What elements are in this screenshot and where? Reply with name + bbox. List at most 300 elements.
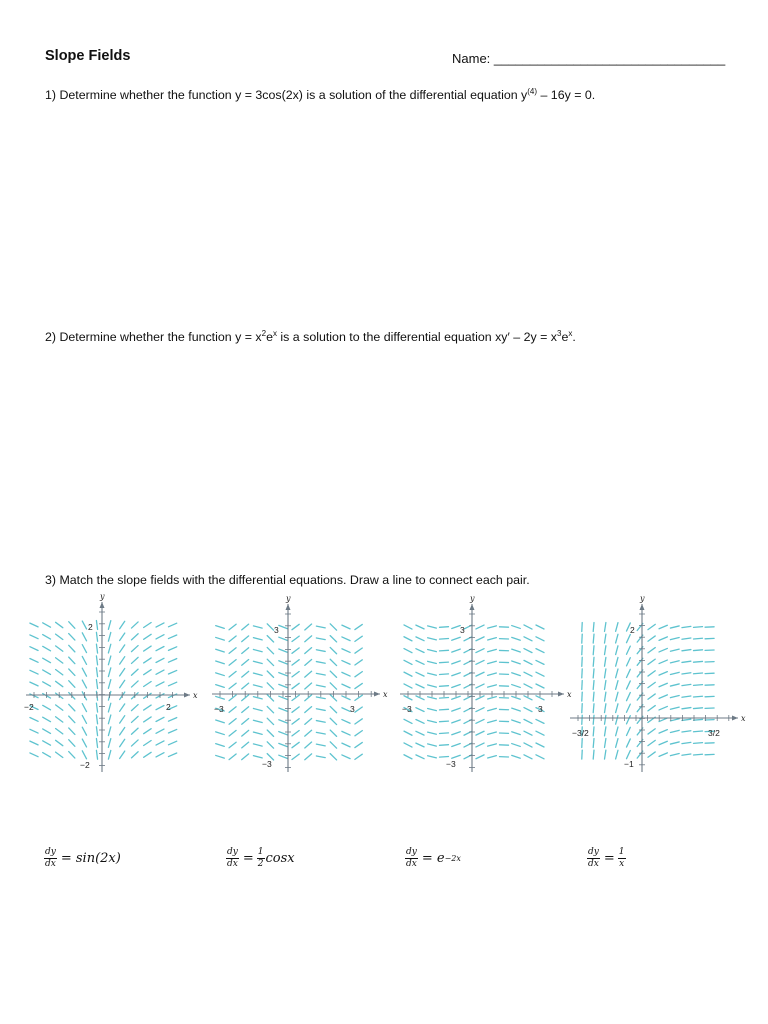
x-axis-label: x: [567, 690, 572, 699]
equation-1-derivative: $\frac{dy}{dx}$: [45, 847, 56, 869]
slope-segment: [342, 755, 350, 759]
slope-segment: [682, 742, 691, 743]
slope-segment: [605, 646, 606, 655]
slope-segment: [69, 716, 75, 723]
slope-segment: [144, 717, 151, 722]
tick-label-top: 3: [274, 625, 279, 635]
slope-segment: [355, 707, 362, 712]
name-field-label[interactable]: Name: ________________________________: [452, 51, 726, 66]
slope-segment: [416, 731, 424, 735]
slope-segments: [30, 621, 177, 760]
slope-segment: [96, 656, 97, 665]
slope-segment: [144, 634, 151, 639]
slope-segment: [144, 646, 151, 651]
question-1-text: 1) Determine whether the function y = 3cos(2x) is a solution of the differential equation y: [45, 88, 528, 102]
slope-segment: [440, 627, 449, 628]
slope-segment: [670, 742, 679, 744]
slope-segment: [82, 680, 86, 688]
equation-2-derivative: $\frac{dy}{dx}$: [227, 847, 238, 869]
slope-segment: [648, 659, 655, 664]
slope-segment: [616, 727, 618, 736]
slope-segment: [56, 729, 63, 734]
slope-segment: [670, 672, 679, 674]
slope-segment: [108, 680, 110, 689]
slope-segment: [168, 718, 176, 722]
slope-segment: [488, 744, 497, 746]
slope-segment: [330, 742, 336, 748]
question-2-text: 2) Determine whether the function y = x: [45, 330, 262, 344]
slope-segment: [156, 670, 164, 674]
slope-segment: [682, 696, 691, 697]
slope-segment: [536, 743, 544, 747]
slope-segment: [43, 729, 51, 733]
slope-segment: [476, 719, 484, 723]
slope-segment: [342, 672, 350, 676]
slope-segment: [229, 624, 236, 630]
slope-segment: [428, 697, 437, 699]
slope-segment: [488, 756, 497, 758]
slope-segment: [694, 673, 703, 674]
slope-segment: [96, 750, 97, 759]
tick-label-right: 3/2: [708, 728, 720, 738]
slope-segment: [292, 754, 299, 759]
slope-segment: [524, 743, 532, 747]
slope-segment: [452, 744, 460, 747]
slope-segment: [156, 706, 164, 710]
slope-segment: [267, 624, 273, 630]
slope-segment: [131, 716, 138, 722]
slope-segment: [627, 669, 631, 677]
slope-segment: [627, 751, 631, 759]
question-2-sup-4: x: [568, 329, 573, 338]
slope-field-a: [24, 592, 200, 776]
slope-segment: [536, 755, 544, 759]
slope-segment: [216, 720, 225, 723]
slope-segment: [670, 730, 679, 732]
slope-segment: [355, 731, 362, 736]
slope-segment: [292, 707, 299, 712]
slope-segment: [316, 662, 325, 664]
slope-segment: [593, 634, 594, 643]
slope-segment: [242, 707, 249, 713]
slope-segment: [131, 622, 138, 628]
slope-segment: [524, 684, 532, 688]
slope-segment: [96, 621, 97, 630]
y-axis-label: y: [286, 594, 291, 603]
x-axis-arrow: [184, 693, 190, 698]
slope-segment: [108, 750, 110, 759]
slope-segment: [593, 739, 594, 748]
slope-segment: [616, 669, 618, 678]
slope-segment: [108, 621, 110, 630]
slope-segment: [120, 739, 125, 746]
slope-segment: [355, 719, 362, 724]
slope-segment: [404, 731, 412, 735]
slope-segment: [404, 743, 412, 747]
slope-segment: [342, 708, 350, 712]
slope-segment: [316, 650, 325, 652]
equation-4-derivative: $\frac{dy}{dx}$: [588, 847, 599, 869]
slope-segment: [605, 634, 606, 643]
slope-segment: [56, 670, 63, 675]
slope-segment: [69, 740, 75, 747]
slope-segment: [30, 729, 38, 733]
slope-segment: [30, 741, 38, 745]
slope-segment: [168, 682, 176, 686]
slope-segment: [605, 681, 606, 690]
slope-segment: [627, 635, 631, 643]
slope-segment: [267, 718, 273, 724]
slope-segment: [488, 626, 497, 628]
slope-segment: [355, 683, 362, 688]
x-axis-arrow: [374, 692, 380, 697]
slope-segment: [131, 657, 138, 663]
slope-segment: [292, 636, 299, 641]
slope-segment: [120, 657, 125, 664]
slope-segment: [648, 694, 655, 699]
slope-segment: [229, 636, 236, 642]
slope-segment: [316, 744, 325, 746]
slope-segment: [476, 731, 484, 735]
slope-segment: [404, 755, 412, 759]
slope-segment: [616, 623, 618, 632]
slope-segment: [30, 753, 38, 757]
slope-segment: [82, 645, 86, 653]
slope-segment: [416, 708, 424, 712]
equation-1: [44, 848, 121, 869]
slope-segment: [404, 625, 412, 629]
slope-segment: [659, 637, 667, 640]
slope-segment: [670, 626, 679, 628]
slope-segment: [404, 660, 412, 664]
y-axis-arrow: [470, 604, 475, 610]
slope-segment: [524, 755, 532, 759]
slope-segment: [253, 708, 262, 710]
slope-segment: [168, 635, 176, 639]
slope-segment: [108, 715, 110, 724]
slope-segment: [30, 623, 38, 627]
slope-segment: [648, 740, 655, 745]
slope-segment: [605, 750, 606, 759]
slope-segment: [682, 638, 691, 639]
slope-segment: [605, 739, 606, 748]
slope-segment: [229, 719, 236, 725]
slope-segment: [69, 622, 75, 629]
tick-label-top: 3: [460, 625, 465, 635]
equation-1-rhs: = sin(2x): [60, 851, 121, 866]
slope-segment: [616, 692, 618, 701]
slope-segment: [82, 668, 86, 676]
slope-segment: [131, 728, 138, 734]
slope-segment: [404, 684, 412, 688]
slope-segment: [476, 649, 484, 653]
slope-segment: [682, 661, 691, 662]
slope-segment: [242, 683, 249, 689]
slope-segment: [216, 744, 225, 747]
slope-segment: [682, 673, 691, 674]
slope-segment: [253, 626, 262, 628]
slope-segment: [82, 621, 86, 629]
slope-segment: [342, 661, 350, 665]
slope-segment: [156, 623, 164, 627]
slope-segment: [648, 706, 655, 711]
slope-segment: [428, 626, 437, 628]
slope-segment: [131, 752, 138, 758]
y-axis-label: y: [100, 592, 105, 601]
slope-segment: [627, 658, 631, 666]
slope-segment: [416, 625, 424, 629]
slope-segment: [593, 669, 594, 678]
slope-segment: [428, 685, 437, 687]
slope-segment: [524, 731, 532, 735]
slope-segment: [524, 625, 532, 629]
slope-segment: [43, 623, 51, 627]
slope-segment: [524, 649, 532, 653]
slope-segment: [627, 727, 631, 735]
slope-segment: [292, 624, 299, 629]
x-axis-label: x: [383, 690, 388, 699]
slope-segment: [670, 649, 679, 651]
slope-segment: [168, 647, 176, 651]
slope-segment: [593, 623, 594, 632]
question-2-text-b: e: [266, 330, 273, 344]
slope-segment: [253, 673, 262, 675]
slope-segment: [648, 682, 655, 687]
slope-segment: [229, 754, 236, 760]
slope-segment: [476, 625, 484, 629]
slope-segment: [670, 707, 679, 709]
slope-segment: [416, 661, 424, 665]
slope-segment: [229, 648, 236, 654]
y-axis-label: y: [640, 594, 645, 603]
slope-segment: [428, 650, 437, 652]
slope-segment: [156, 753, 164, 757]
slope-segment: [316, 626, 325, 628]
slope-segment: [659, 706, 667, 709]
slope-segment: [156, 682, 164, 686]
slope-segment: [131, 740, 138, 746]
slope-segment: [416, 649, 424, 653]
slope-segment: [168, 659, 176, 663]
slope-segment: [253, 720, 262, 722]
slope-segment: [616, 739, 618, 748]
page-title: Slope Fields: [45, 48, 131, 64]
question-1-text-end: – 16y = 0.: [537, 88, 596, 102]
slope-segment: [694, 627, 703, 628]
slope-segment: [694, 685, 703, 686]
slope-segment: [292, 683, 299, 688]
slope-segment: [659, 648, 667, 651]
slope-segment: [659, 625, 667, 628]
slope-segment: [242, 719, 249, 725]
slope-segment: [43, 646, 51, 650]
slope-segment: [330, 647, 336, 653]
slope-segment: [267, 730, 273, 736]
slope-segment: [440, 674, 449, 675]
slope-segment: [56, 658, 63, 663]
slope-segment: [305, 624, 312, 630]
slope-segment: [168, 741, 176, 745]
slope-segment: [131, 634, 138, 640]
tick-label-bottom: −3: [262, 759, 272, 769]
slope-segment: [30, 635, 38, 639]
slope-segment: [253, 697, 262, 699]
slope-segment: [267, 636, 273, 642]
slope-segment: [593, 646, 594, 655]
slope-segment: [682, 650, 691, 651]
slope-segment: [452, 673, 460, 676]
slope-segment: [69, 752, 75, 759]
y-axis-arrow: [100, 602, 105, 608]
slope-segment: [605, 623, 606, 632]
slope-segment: [593, 750, 594, 759]
slope-segment: [616, 657, 618, 666]
slope-segment: [108, 727, 110, 736]
slope-segment: [452, 708, 460, 711]
equation-3: $\frac{dy}{dx}$ = e −2x: [406, 847, 461, 869]
slope-segment: [96, 739, 97, 748]
tick-label-left: −3: [402, 704, 412, 714]
slope-segment: [616, 634, 618, 643]
slope-segment: [659, 672, 667, 675]
slope-segment: [452, 755, 460, 758]
slope-segment: [96, 715, 97, 724]
slope-segment: [452, 720, 460, 723]
slope-segment: [605, 704, 606, 713]
question-2-sup-1: 2: [261, 329, 267, 338]
slope-segment: [292, 648, 299, 653]
slope-segment: [682, 684, 691, 685]
question-2-sup-3: 3: [557, 329, 562, 338]
slope-segment: [292, 742, 299, 747]
slope-segment: [82, 633, 86, 641]
slope-segment: [512, 649, 521, 652]
question-2-text-c: is a solution to the differential equation xy′ – 2y = x: [276, 330, 557, 344]
slope-segment: [316, 638, 325, 640]
slope-segment: [43, 753, 51, 757]
slope-segment: [56, 752, 63, 757]
slope-segment: [144, 623, 151, 628]
slope-segment: [267, 706, 273, 712]
slope-segment: [452, 626, 460, 629]
slope-segment: [82, 739, 86, 747]
slope-segment: [416, 637, 424, 641]
slope-segment: [512, 673, 521, 676]
tick-label-left: −3: [214, 704, 224, 714]
slope-segment: [330, 671, 336, 677]
slope-segment: [120, 751, 125, 758]
slope-segment: [355, 742, 362, 747]
slope-segment: [56, 634, 63, 639]
slope-segment: [131, 669, 138, 675]
tick-label-right: 3: [538, 704, 543, 714]
slope-segment: [69, 645, 75, 652]
equation-2-coefficient: $\frac{1}{2}$: [257, 847, 264, 869]
slope-segment: [43, 741, 51, 745]
slope-segment: [659, 730, 667, 733]
equation-2-rhs: cosx: [265, 851, 295, 866]
slope-segment: [670, 754, 679, 756]
slope-segment: [452, 649, 460, 652]
slope-segment: [428, 638, 437, 640]
slope-segment: [694, 650, 703, 651]
slope-segment: [267, 742, 273, 748]
slope-segment: [627, 739, 631, 747]
slope-segment: [267, 671, 273, 677]
slope-segment: [242, 636, 249, 642]
y-axis-arrow: [640, 604, 645, 610]
question-2-sup-2: x: [272, 329, 277, 338]
x-axis-label: x: [193, 691, 198, 700]
slope-segment: [242, 742, 249, 748]
slope-segment: [355, 636, 362, 641]
slope-segment: [316, 673, 325, 675]
slope-segment: [144, 705, 151, 710]
slope-segment: [56, 740, 63, 745]
slope-segment: [536, 649, 544, 653]
tick-label-right: 3: [350, 704, 355, 714]
slope-segment: [488, 732, 497, 734]
slope-segment: [156, 741, 164, 745]
slope-segment: [156, 729, 164, 733]
slope-segments: [404, 625, 544, 759]
slope-segment: [452, 685, 460, 688]
slope-segment: [428, 756, 437, 758]
slope-segment: [512, 744, 521, 747]
slope-segment: [488, 720, 497, 722]
slope-segment: [242, 671, 249, 677]
slope-segment: [229, 730, 236, 736]
slope-segment: [512, 720, 521, 723]
equation-3-derivative: $\frac{dy}{dx}$: [406, 847, 417, 869]
slope-segment: [355, 660, 362, 665]
slope-segment: [144, 670, 151, 675]
slope-segment: [330, 624, 336, 630]
slope-segment: [131, 646, 138, 652]
tick-label-top: 2: [630, 625, 635, 635]
slope-segment: [131, 681, 138, 687]
slope-segment: [670, 661, 679, 663]
slope-segment: [292, 672, 299, 677]
slope-segment: [440, 733, 449, 734]
slope-segment: [253, 756, 262, 758]
slope-segment: [476, 672, 484, 676]
slope-segment: [627, 704, 631, 712]
x-axis-label: x: [741, 714, 746, 723]
slope-field-b-graph: [208, 596, 386, 776]
slope-segment: [56, 646, 63, 651]
tick-label-bottom: −3: [446, 759, 456, 769]
equation-2-equals: =: [242, 851, 254, 866]
y-axis-label: y: [470, 594, 475, 603]
slope-field-d-graph: [568, 596, 744, 776]
slope-segment: [593, 681, 594, 690]
slope-segment: [524, 708, 532, 712]
slope-segment: [56, 681, 63, 686]
slope-segment: [253, 661, 262, 663]
tick-label-bottom: −2: [80, 760, 90, 770]
slope-segment: [96, 632, 97, 641]
slope-segment: [292, 660, 299, 665]
slope-segment: [670, 638, 679, 640]
slope-segment: [536, 660, 544, 664]
slope-segment: [488, 649, 497, 651]
slope-segment: [43, 635, 51, 639]
slope-segment: [440, 698, 449, 699]
slope-segments: [582, 623, 714, 760]
slope-segment: [156, 658, 164, 662]
slope-segment: [342, 720, 350, 724]
